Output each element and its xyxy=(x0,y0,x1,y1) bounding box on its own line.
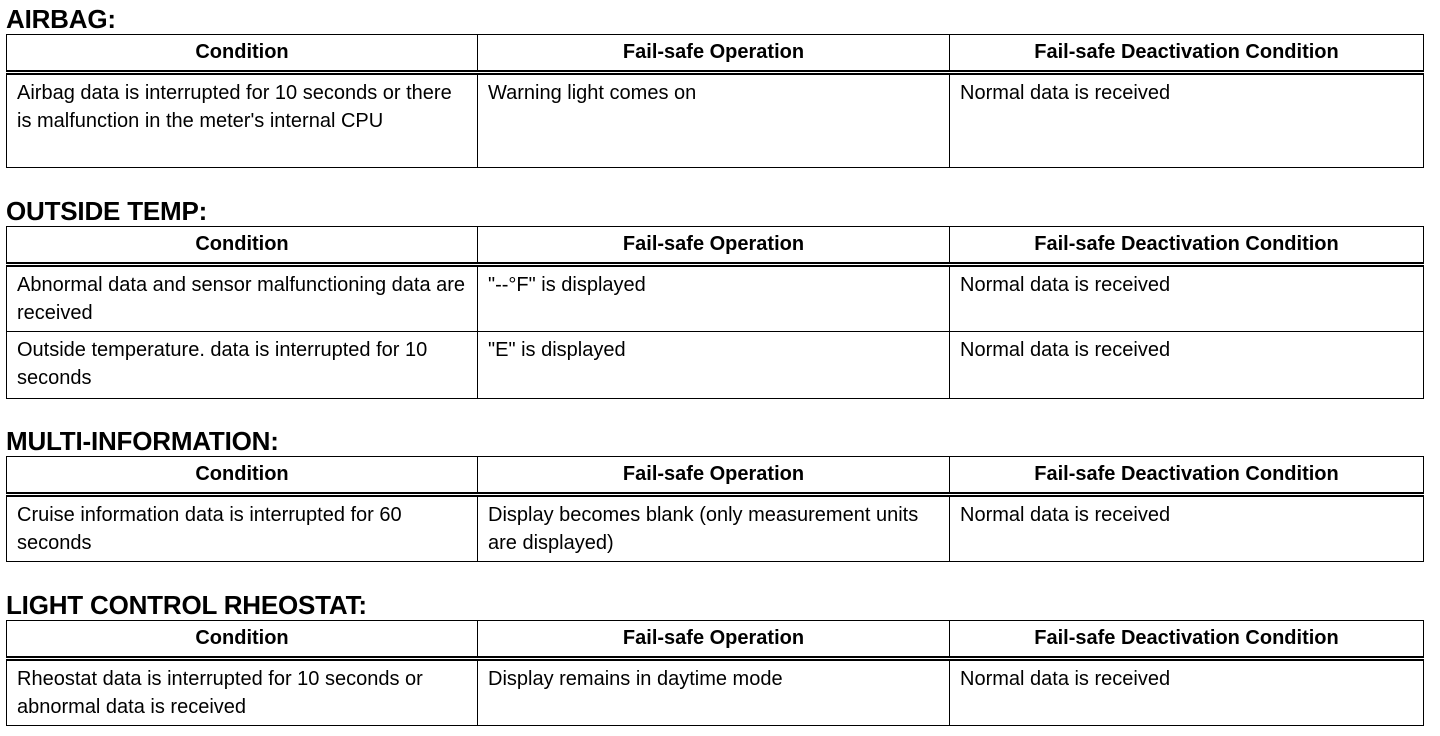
multi-information-table xyxy=(6,456,1424,562)
outside-temp-table xyxy=(6,226,1424,399)
table-row xyxy=(7,659,1424,726)
operation-header: Fail-safe Operation xyxy=(478,35,950,73)
deactivation-cell: Normal data is received xyxy=(950,332,1424,399)
light-control-rheostat-section xyxy=(6,590,1423,726)
section-title: OUTSIDE TEMP: xyxy=(6,196,208,226)
table-header-row xyxy=(7,457,1424,495)
multi-information-section xyxy=(6,426,1423,562)
table-header-row xyxy=(7,35,1424,73)
deactivation-header: Fail-safe Deactivation Condition xyxy=(950,621,1424,659)
operation-header: Fail-safe Operation xyxy=(478,227,950,265)
table-header-row xyxy=(7,227,1424,265)
condition-cell: Abnormal data and sensor malfunctioning data are received xyxy=(7,265,478,332)
condition-header: Condition xyxy=(7,457,478,495)
condition-cell: Rheostat data is interrupted for 10 seconds or abnormal data is received xyxy=(7,659,478,726)
deactivation-cell: Normal data is received xyxy=(950,73,1424,168)
condition-header: Condition xyxy=(7,227,478,265)
deactivation-header: Fail-safe Deactivation Condition xyxy=(950,227,1424,265)
operation-header: Fail-safe Operation xyxy=(478,457,950,495)
operation-cell: Display remains in daytime mode xyxy=(478,659,950,726)
airbag-section xyxy=(6,4,1423,168)
deactivation-cell: Normal data is received xyxy=(950,495,1424,562)
condition-header: Condition xyxy=(7,35,478,73)
operation-cell: "E" is displayed xyxy=(478,332,950,399)
section-title: MULTI-INFORMATION: xyxy=(6,426,279,456)
condition-header: Condition xyxy=(7,621,478,659)
operation-cell: "--°F" is displayed xyxy=(478,265,950,332)
deactivation-cell: Normal data is received xyxy=(950,659,1424,726)
table-header-row xyxy=(7,621,1424,659)
table-row xyxy=(7,332,1424,399)
condition-cell: Airbag data is interrupted for 10 seconds or there is malfunction in the meter's internal CPU xyxy=(7,73,478,168)
operation-cell: Display becomes blank (only measurement units are displayed) xyxy=(478,495,950,562)
operation-cell: Warning light comes on xyxy=(478,73,950,168)
table-row xyxy=(7,495,1424,562)
condition-cell: Outside temperature. data is interrupted for 10 seconds xyxy=(7,332,478,399)
deactivation-header: Fail-safe Deactivation Condition xyxy=(950,35,1424,73)
airbag-table xyxy=(6,34,1424,168)
table-row xyxy=(7,265,1424,332)
table-row xyxy=(7,73,1424,168)
outside-temp-section xyxy=(6,196,1423,399)
deactivation-header: Fail-safe Deactivation Condition xyxy=(950,457,1424,495)
operation-header: Fail-safe Operation xyxy=(478,621,950,659)
section-title: LIGHT CONTROL RHEOSTAT: xyxy=(6,590,367,620)
section-title: AIRBAG: xyxy=(6,4,116,34)
deactivation-cell: Normal data is received xyxy=(950,265,1424,332)
light-control-rheostat-table xyxy=(6,620,1424,726)
condition-cell: Cruise information data is interrupted for 60 seconds xyxy=(7,495,478,562)
